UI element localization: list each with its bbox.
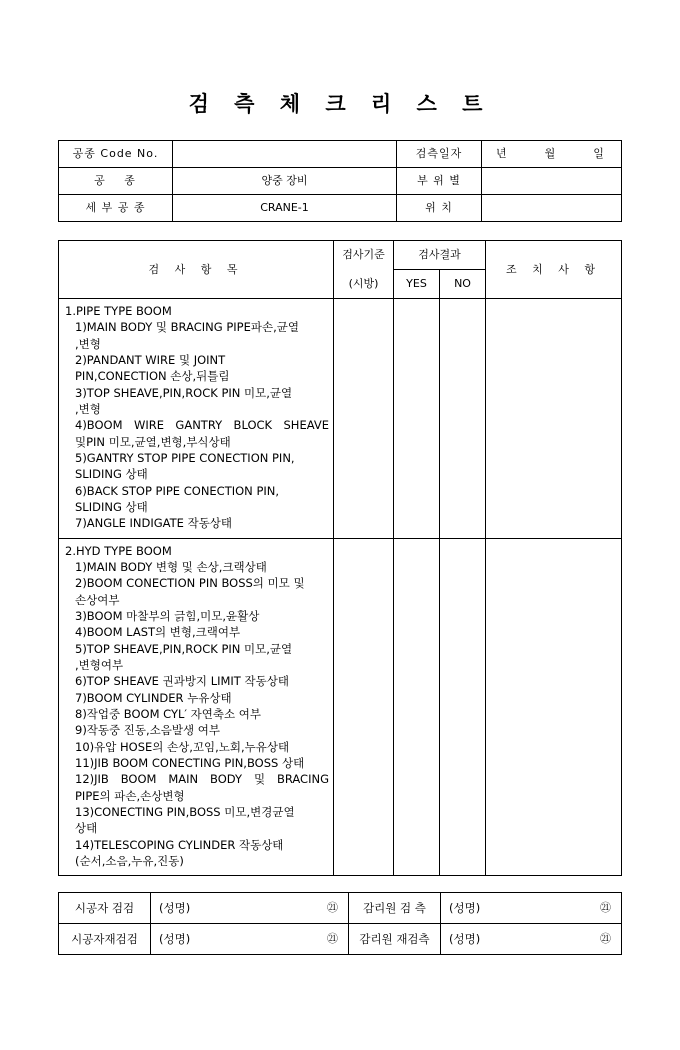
column-header-items: 검 사 항 목 (59, 241, 334, 299)
list-item: 4)BOOM WIRE GANTRY BLOCK SHEAVE (75, 418, 329, 433)
group-title: 1.PIPE TYPE BOOM (65, 304, 172, 318)
result-no-cell[interactable] (440, 538, 486, 876)
list-item-cont: SLIDING 상태 (75, 499, 148, 514)
table-row (59, 195, 622, 222)
list-item-cont: SLIDING 상태 (75, 467, 148, 482)
info-label-location: 위 치 (397, 195, 482, 222)
list-item-cont: PIN,CONECTION 손상,뒤틀림 (75, 369, 230, 384)
column-header-standard: 검사기준 (334, 241, 394, 270)
list-item: 12)JIB BOOM MAIN BODY 및 BRACING (75, 772, 329, 787)
table-row (59, 538, 622, 876)
list-item: 6)BACK STOP PIPE CONECTION PIN, (75, 483, 280, 498)
sign-label-contractor-recheck: 시공자재검검 (59, 924, 151, 955)
list-item: 14)TELESCOPING CYLINDER 작동상태 (75, 837, 284, 852)
date-year-label: 년 (496, 147, 507, 161)
list-item: 11)JIB BOOM CONECTING PIN,BOSS 상태 (75, 755, 305, 770)
list-item: 3)BOOM 마찰부의 긁힘,미모,윤활상 (75, 608, 260, 623)
table-row (59, 299, 622, 539)
sign-name-placeholder: (성명) (449, 931, 481, 946)
sign-value-contractor-check[interactable] (151, 893, 349, 924)
checklist-group-hyd-type-boom (59, 538, 334, 876)
sign-name-placeholder: (성명) (159, 900, 191, 915)
table-row (59, 168, 622, 195)
seal-icon: ㉑ (327, 932, 338, 946)
list-item: 5)GANTRY STOP PIPE CONECTION PIN, (75, 450, 295, 465)
list-item: 7)ANGLE INDIGATE 작동상태 (75, 516, 233, 531)
list-item-cont: ,변형 (75, 336, 101, 351)
list-item-cont: 및PIN 미모,균열,변형,부식상태 (75, 434, 231, 449)
info-label-detail-worktype: 세 부 공 종 (59, 195, 173, 222)
sign-label-supervisor-check: 감리원 검 측 (349, 893, 441, 924)
sign-value-contractor-recheck[interactable] (151, 924, 349, 955)
column-header-no: NO (440, 270, 486, 299)
list-item: 5)TOP SHEAVE,PIN,ROCK PIN 미모,균열 (75, 641, 293, 656)
table-row (59, 141, 622, 168)
checklist-table (58, 240, 622, 876)
info-value-detail-worktype[interactable]: CRANE-1 (173, 195, 397, 222)
date-month-label: 월 (544, 147, 556, 161)
result-yes-cell[interactable] (394, 538, 440, 876)
document-page (0, 88, 680, 1050)
list-item: 6)TOP SHEAVE 권과방지 LIMIT 작동상태 (75, 674, 289, 689)
seal-icon: ㉑ (327, 901, 338, 915)
column-header-result: 검사결과 (394, 241, 486, 270)
seal-icon: ㉑ (600, 932, 611, 946)
standard-cell[interactable] (334, 299, 394, 539)
list-item-cont: ,변형 (75, 401, 101, 416)
list-item-cont: ,변형여부 (75, 657, 124, 672)
group-title: 2.HYD TYPE BOOM (65, 543, 172, 558)
info-value-location[interactable] (482, 195, 622, 222)
column-header-action: 조 치 사 항 (486, 241, 622, 299)
date-day-label: 일 (593, 147, 604, 161)
sign-name-placeholder: (성명) (159, 931, 191, 946)
info-label-part: 부 위 별 (397, 168, 482, 195)
list-item: 3)TOP SHEAVE,PIN,ROCK PIN 미모,균열 (75, 385, 293, 400)
page-title: 검 측 체 크 리 스 트 (188, 92, 492, 116)
info-value-worktype[interactable]: 양중 장비 (173, 168, 397, 195)
info-value-part[interactable] (482, 168, 622, 195)
list-item: 2)BOOM CONECTION PIN BOSS의 미모 및 (75, 576, 305, 591)
info-label-code: 공종 Code No. (59, 141, 173, 168)
action-cell[interactable] (486, 538, 622, 876)
sign-value-supervisor-recheck[interactable] (441, 924, 622, 955)
header-info-table (58, 140, 622, 222)
seal-icon: ㉑ (600, 901, 611, 915)
list-item: 8)작업중 BOOM CYL′ 자연축소 여부 (75, 706, 261, 721)
sign-label-contractor-check: 시공자 검검 (59, 893, 151, 924)
table-row (59, 893, 622, 924)
column-header-yes: YES (394, 270, 440, 299)
action-cell[interactable] (486, 299, 622, 539)
info-label-inspection-date: 검측일자 (397, 141, 482, 168)
list-item: 1)MAIN BODY 변형 및 손상,크랙상태 (75, 559, 267, 574)
signature-table (58, 892, 622, 955)
result-no-cell[interactable] (440, 299, 486, 539)
list-item: 7)BOOM CYLINDER 누유상태 (75, 690, 232, 705)
list-item: 9)작동중 진동,소음발생 여부 (75, 723, 220, 738)
standard-cell[interactable] (334, 538, 394, 876)
list-item: 13)CONECTING PIN,BOSS 미모,변경균열 (75, 804, 295, 819)
list-item: 10)유압 HOSE의 손상,꼬임,노회,누유상태 (75, 739, 290, 754)
list-item-cont: 손상여부 (75, 592, 120, 607)
checklist-group-pipe-type-boom (59, 299, 334, 539)
table-header-row (59, 241, 622, 270)
result-yes-cell[interactable] (394, 299, 440, 539)
sign-name-placeholder: (성명) (449, 900, 481, 915)
info-label-worktype: 공 종 (59, 168, 173, 195)
list-item-cont: 상태 (75, 821, 98, 836)
column-header-standard-spec: (시방) (334, 270, 394, 299)
info-value-inspection-date[interactable] (482, 141, 622, 168)
list-item: 1)MAIN BODY 및 BRACING PIPE파손,균열 (75, 320, 299, 335)
list-item-cont: PIPE의 파손,손상변형 (75, 788, 185, 803)
sign-label-supervisor-recheck: 감리원 재검측 (349, 924, 441, 955)
table-row (59, 924, 622, 955)
info-value-code[interactable] (173, 141, 397, 168)
list-item-cont: (순서,소음,누유,진동) (75, 853, 184, 868)
list-item: 2)PANDANT WIRE 및 JOINT (75, 352, 226, 367)
list-item: 4)BOOM LAST의 변형,크랙여부 (75, 625, 241, 640)
sign-value-supervisor-check[interactable] (441, 893, 622, 924)
